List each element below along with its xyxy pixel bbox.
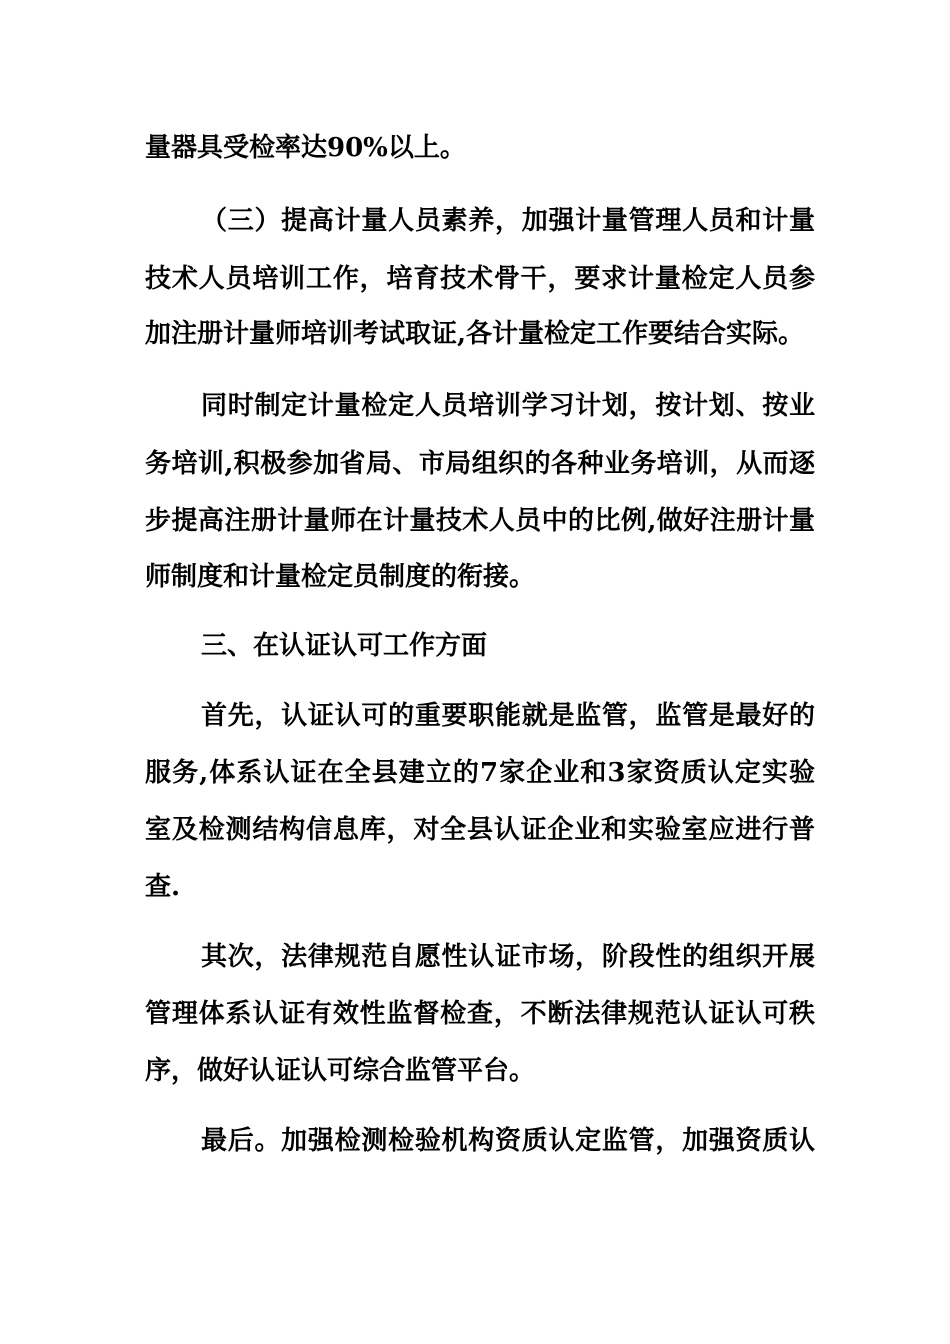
text-line: 其次，法律规范自愿性认证市场，阶段性的组织开展 (201, 942, 815, 972)
text-line: 最后。加强检测检验机构资质认定监管，加强资质认 (201, 1126, 815, 1156)
text-line: 序，做好认证认可综合监管平台。 (145, 1056, 536, 1086)
text-line: 务培训,积极参加省局、市局组织的各种业务培训，从而逐 (145, 449, 815, 479)
text-line: 步提高注册计量师在计量技术人员中的比例,做好注册计量 (145, 506, 815, 536)
text-line: 加注册计量师培训考试取证,各计量检定工作要结合实际。 (145, 319, 805, 349)
text-line: 同时制定计量检定人员培训学习计划，按计划、按业 (201, 391, 815, 421)
text-line: （三）提高计量人员素养，加强计量管理人员和计量 (201, 206, 815, 236)
text-line: 量器具受检率达90%以上。 (145, 133, 466, 163)
text-line: 查. (145, 872, 181, 902)
text-line: 服务,体系认证在全县建立的7家企业和3家资质认定实验 (145, 758, 815, 788)
text-line: 师制度和计量检定员制度的衔接。 (145, 562, 536, 592)
text-line: 室及检测结构信息库，对全县认证企业和实验室应进行普 (145, 815, 815, 845)
text-line: 管理体系认证有效性监督检查，不断法律规范认证认可秩 (145, 999, 815, 1029)
section-heading: 三、在认证认可工作方面 (201, 631, 488, 661)
text-line: 首先，认证认可的重要职能就是监管，监管是最好的 (201, 701, 815, 731)
text-line: 技术人员培训工作，培育技术骨干，要求计量检定人员参 (145, 264, 815, 294)
